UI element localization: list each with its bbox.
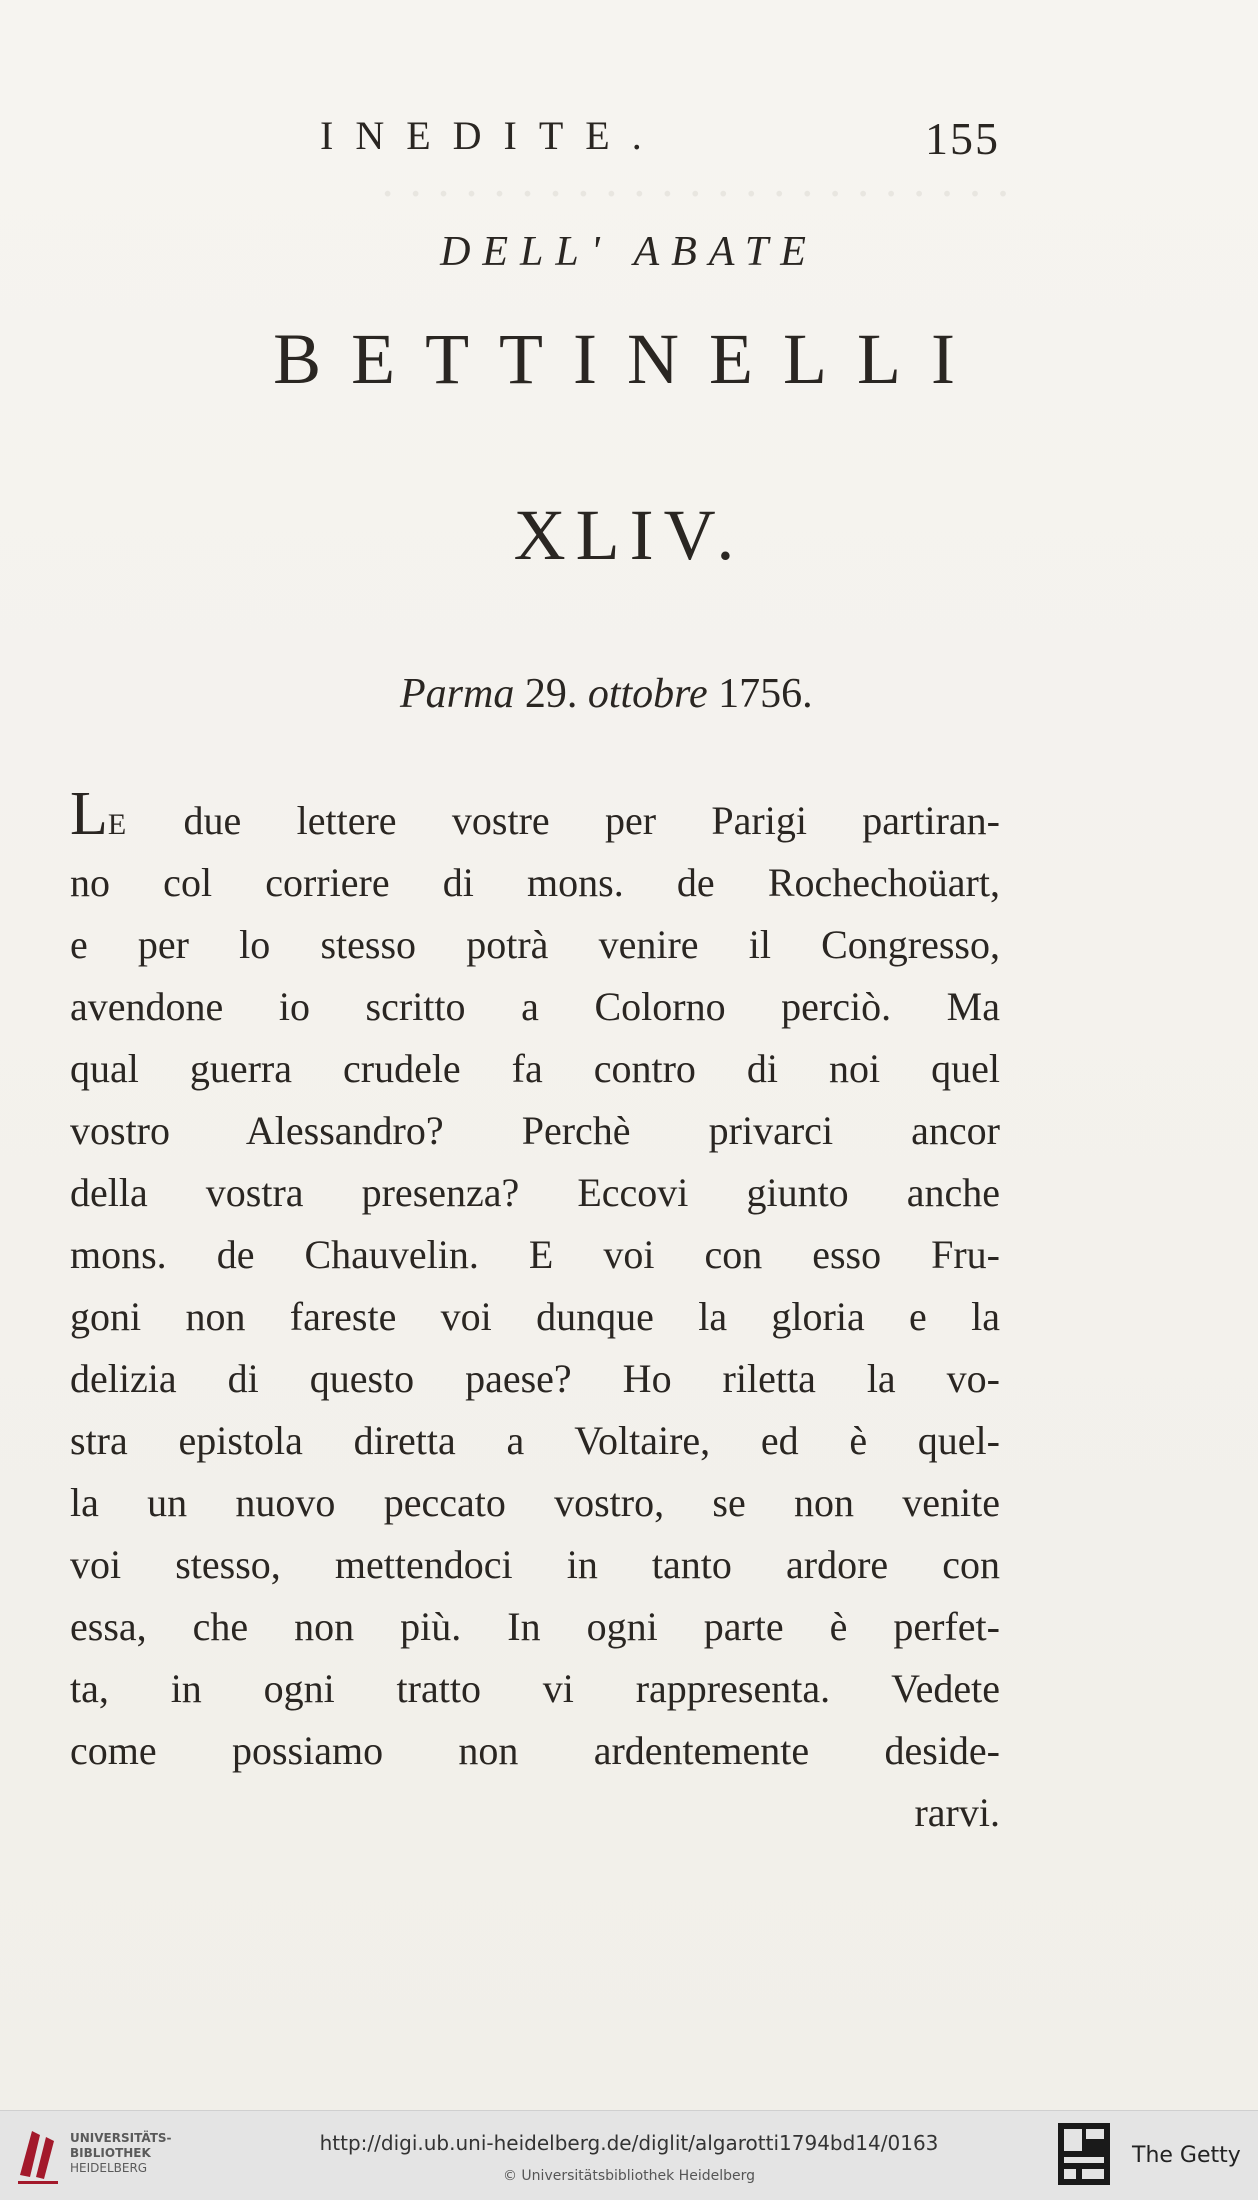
permalink-url[interactable]: http://digi.ub.uni-heidelberg.de/diglit/algarotti1794bd14/0163 xyxy=(319,2131,939,2155)
text-line: essa, che non più. In ogni parte è perfet- xyxy=(70,1604,1000,1649)
running-head: INEDITE. xyxy=(320,113,664,158)
drop-cap: L xyxy=(70,780,108,848)
text-line: delizia di questo paese? Ho riletta la vo- xyxy=(70,1356,1000,1401)
text-line: mons. de Chauvelin. E voi con esso Fru- xyxy=(70,1232,1000,1277)
author-name: BETTINELLI xyxy=(273,319,985,399)
text-line: voi stesso, mettendoci in tanto ardore con xyxy=(70,1542,1000,1587)
text-line: stra epistola diretta a Voltaire, ed è quel- xyxy=(70,1418,1000,1463)
letter-body xyxy=(70,780,1000,1844)
text-line: ta, in ogni tratto vi rappresenta. Vedete xyxy=(70,1666,1000,1711)
getty-logo-icon xyxy=(1058,2123,1110,2185)
show-through-text: . . . . . . . . . . . . . . . . . . . . . . . xyxy=(380,156,1010,207)
uni-city: HEIDELBERG xyxy=(70,2161,148,2175)
text-line: vostro Alessandro? Perchè privarci ancor xyxy=(70,1108,1000,1153)
text-line: avendone io scritto a Colorno perciò. Ma xyxy=(70,984,1000,1029)
dateline-day: 29. xyxy=(524,671,578,717)
text-line: qual guerra crudele fa contro di noi quel xyxy=(70,1046,1000,1091)
dateline-month: ottobre xyxy=(587,671,708,717)
getty-name: The Getty xyxy=(1132,2143,1241,2168)
uni-name-line2: BIBLIOTHEK xyxy=(70,2146,151,2160)
page-number: 155 xyxy=(925,113,1000,164)
author-prefix: DELL' ABATE xyxy=(440,229,818,275)
text-line: della vostra presenza? Eccovi giunto anche xyxy=(70,1170,1000,1215)
text-line xyxy=(70,780,1000,852)
dateline-place: Parma xyxy=(400,671,515,717)
text-line: la un nuovo peccato vostro, se non venite xyxy=(70,1480,1000,1525)
small-caps: E xyxy=(107,808,129,841)
dateline-year: 1756. xyxy=(718,671,813,717)
text-line: no col corriere di mons. de Rochechoüart, xyxy=(70,860,1000,905)
text-line: e per lo stesso potrà venire il Congresso, xyxy=(70,922,1000,967)
dateline xyxy=(400,670,960,718)
uni-name-line1: UNIVERSITÄTS- xyxy=(70,2131,172,2145)
text-line: come possiamo non ardentemente deside- xyxy=(70,1728,1000,1773)
viewer-footer xyxy=(0,2110,1258,2200)
first-line-rest: due lettere vostre per Parigi partiran- xyxy=(128,798,1000,843)
letter-number: XLIV. xyxy=(513,495,745,575)
text-line: goni non fareste voi dunque la gloria e la xyxy=(70,1294,1000,1339)
copyright-notice: © Universitätsbibliothek Heidelberg xyxy=(502,2168,755,2184)
text-line-final: rarvi. xyxy=(914,1790,1000,1835)
